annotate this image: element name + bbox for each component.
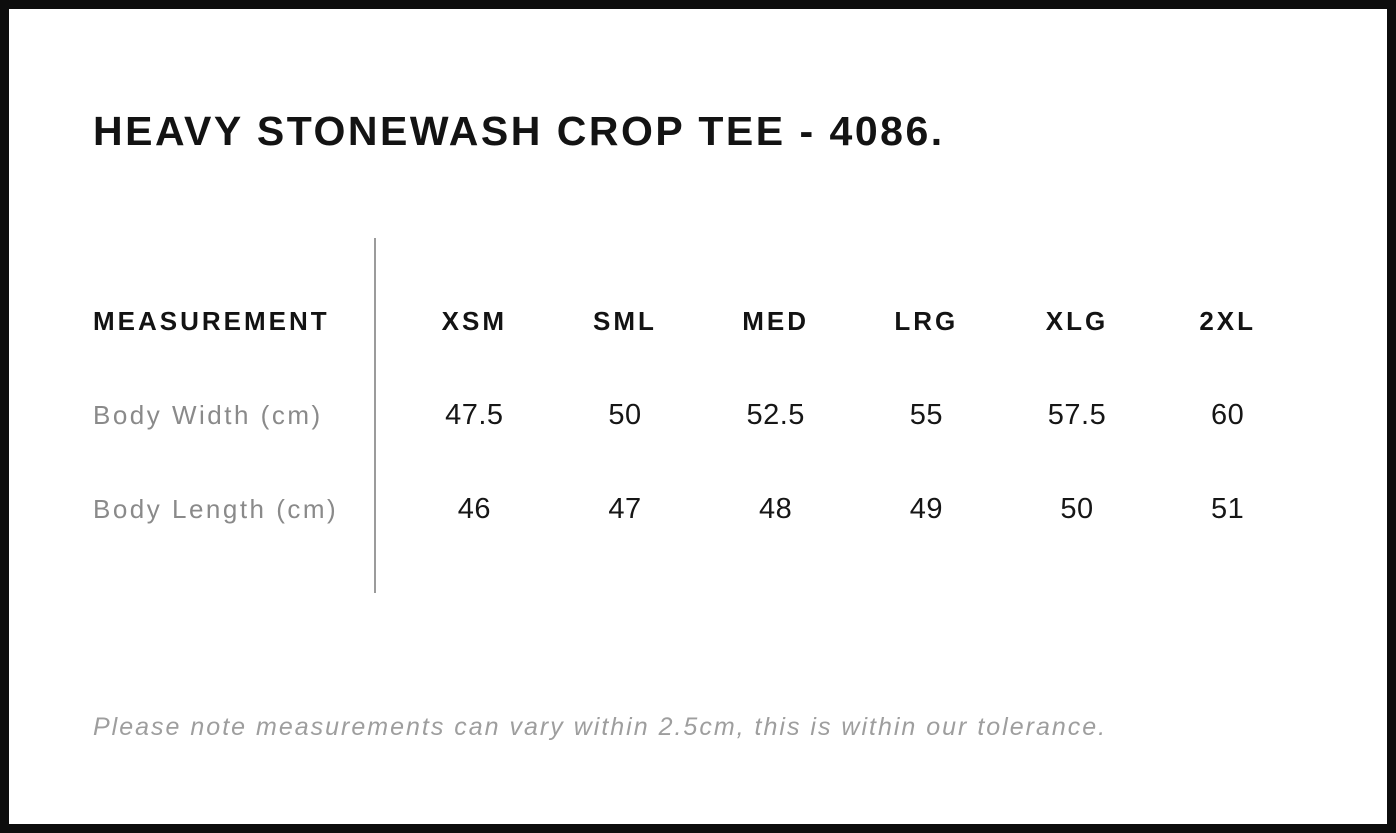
column-header-xsm: XSM xyxy=(441,305,507,336)
body-length-med-value: 48 xyxy=(759,492,793,525)
body-length-sml-value: 47 xyxy=(608,492,642,525)
tolerance-note: Please note measurements can vary within 2.5cm, this is within our tolerance. xyxy=(93,713,1108,741)
column-header-med: MED xyxy=(742,305,810,336)
column-header-measurement: MEASUREMENT xyxy=(93,305,330,336)
row-label-body-length: Body Length (cm) xyxy=(93,493,339,524)
column-header-xlg: XLG xyxy=(1045,305,1109,336)
table-header-row xyxy=(93,299,1303,343)
column-header-lrg: LRG xyxy=(894,305,959,336)
body-length-2xl-value: 51 xyxy=(1211,492,1245,525)
body-length-lrg-value: 49 xyxy=(909,492,943,525)
page-title: HEAVY STONEWASH CROP TEE - 4086. xyxy=(93,108,945,154)
body-length-xlg-value: 50 xyxy=(1060,492,1094,525)
body-width-xlg-value: 57.5 xyxy=(1047,398,1107,431)
body-width-xsm-value: 47.5 xyxy=(445,398,504,431)
body-length-xsm-value: 46 xyxy=(457,492,491,525)
table-row-body-length xyxy=(93,487,1303,531)
size-chart-table xyxy=(93,299,1303,531)
row-label-body-width: Body Width (cm) xyxy=(93,399,323,430)
body-width-med-value: 52.5 xyxy=(746,398,805,431)
body-width-2xl-value: 60 xyxy=(1211,398,1245,431)
column-header-2xl: 2XL xyxy=(1199,305,1256,336)
table-row-body-width xyxy=(93,393,1303,437)
column-header-sml: SML xyxy=(593,305,657,336)
body-width-sml-value: 50 xyxy=(608,398,642,431)
body-width-lrg-value: 55 xyxy=(909,398,943,431)
